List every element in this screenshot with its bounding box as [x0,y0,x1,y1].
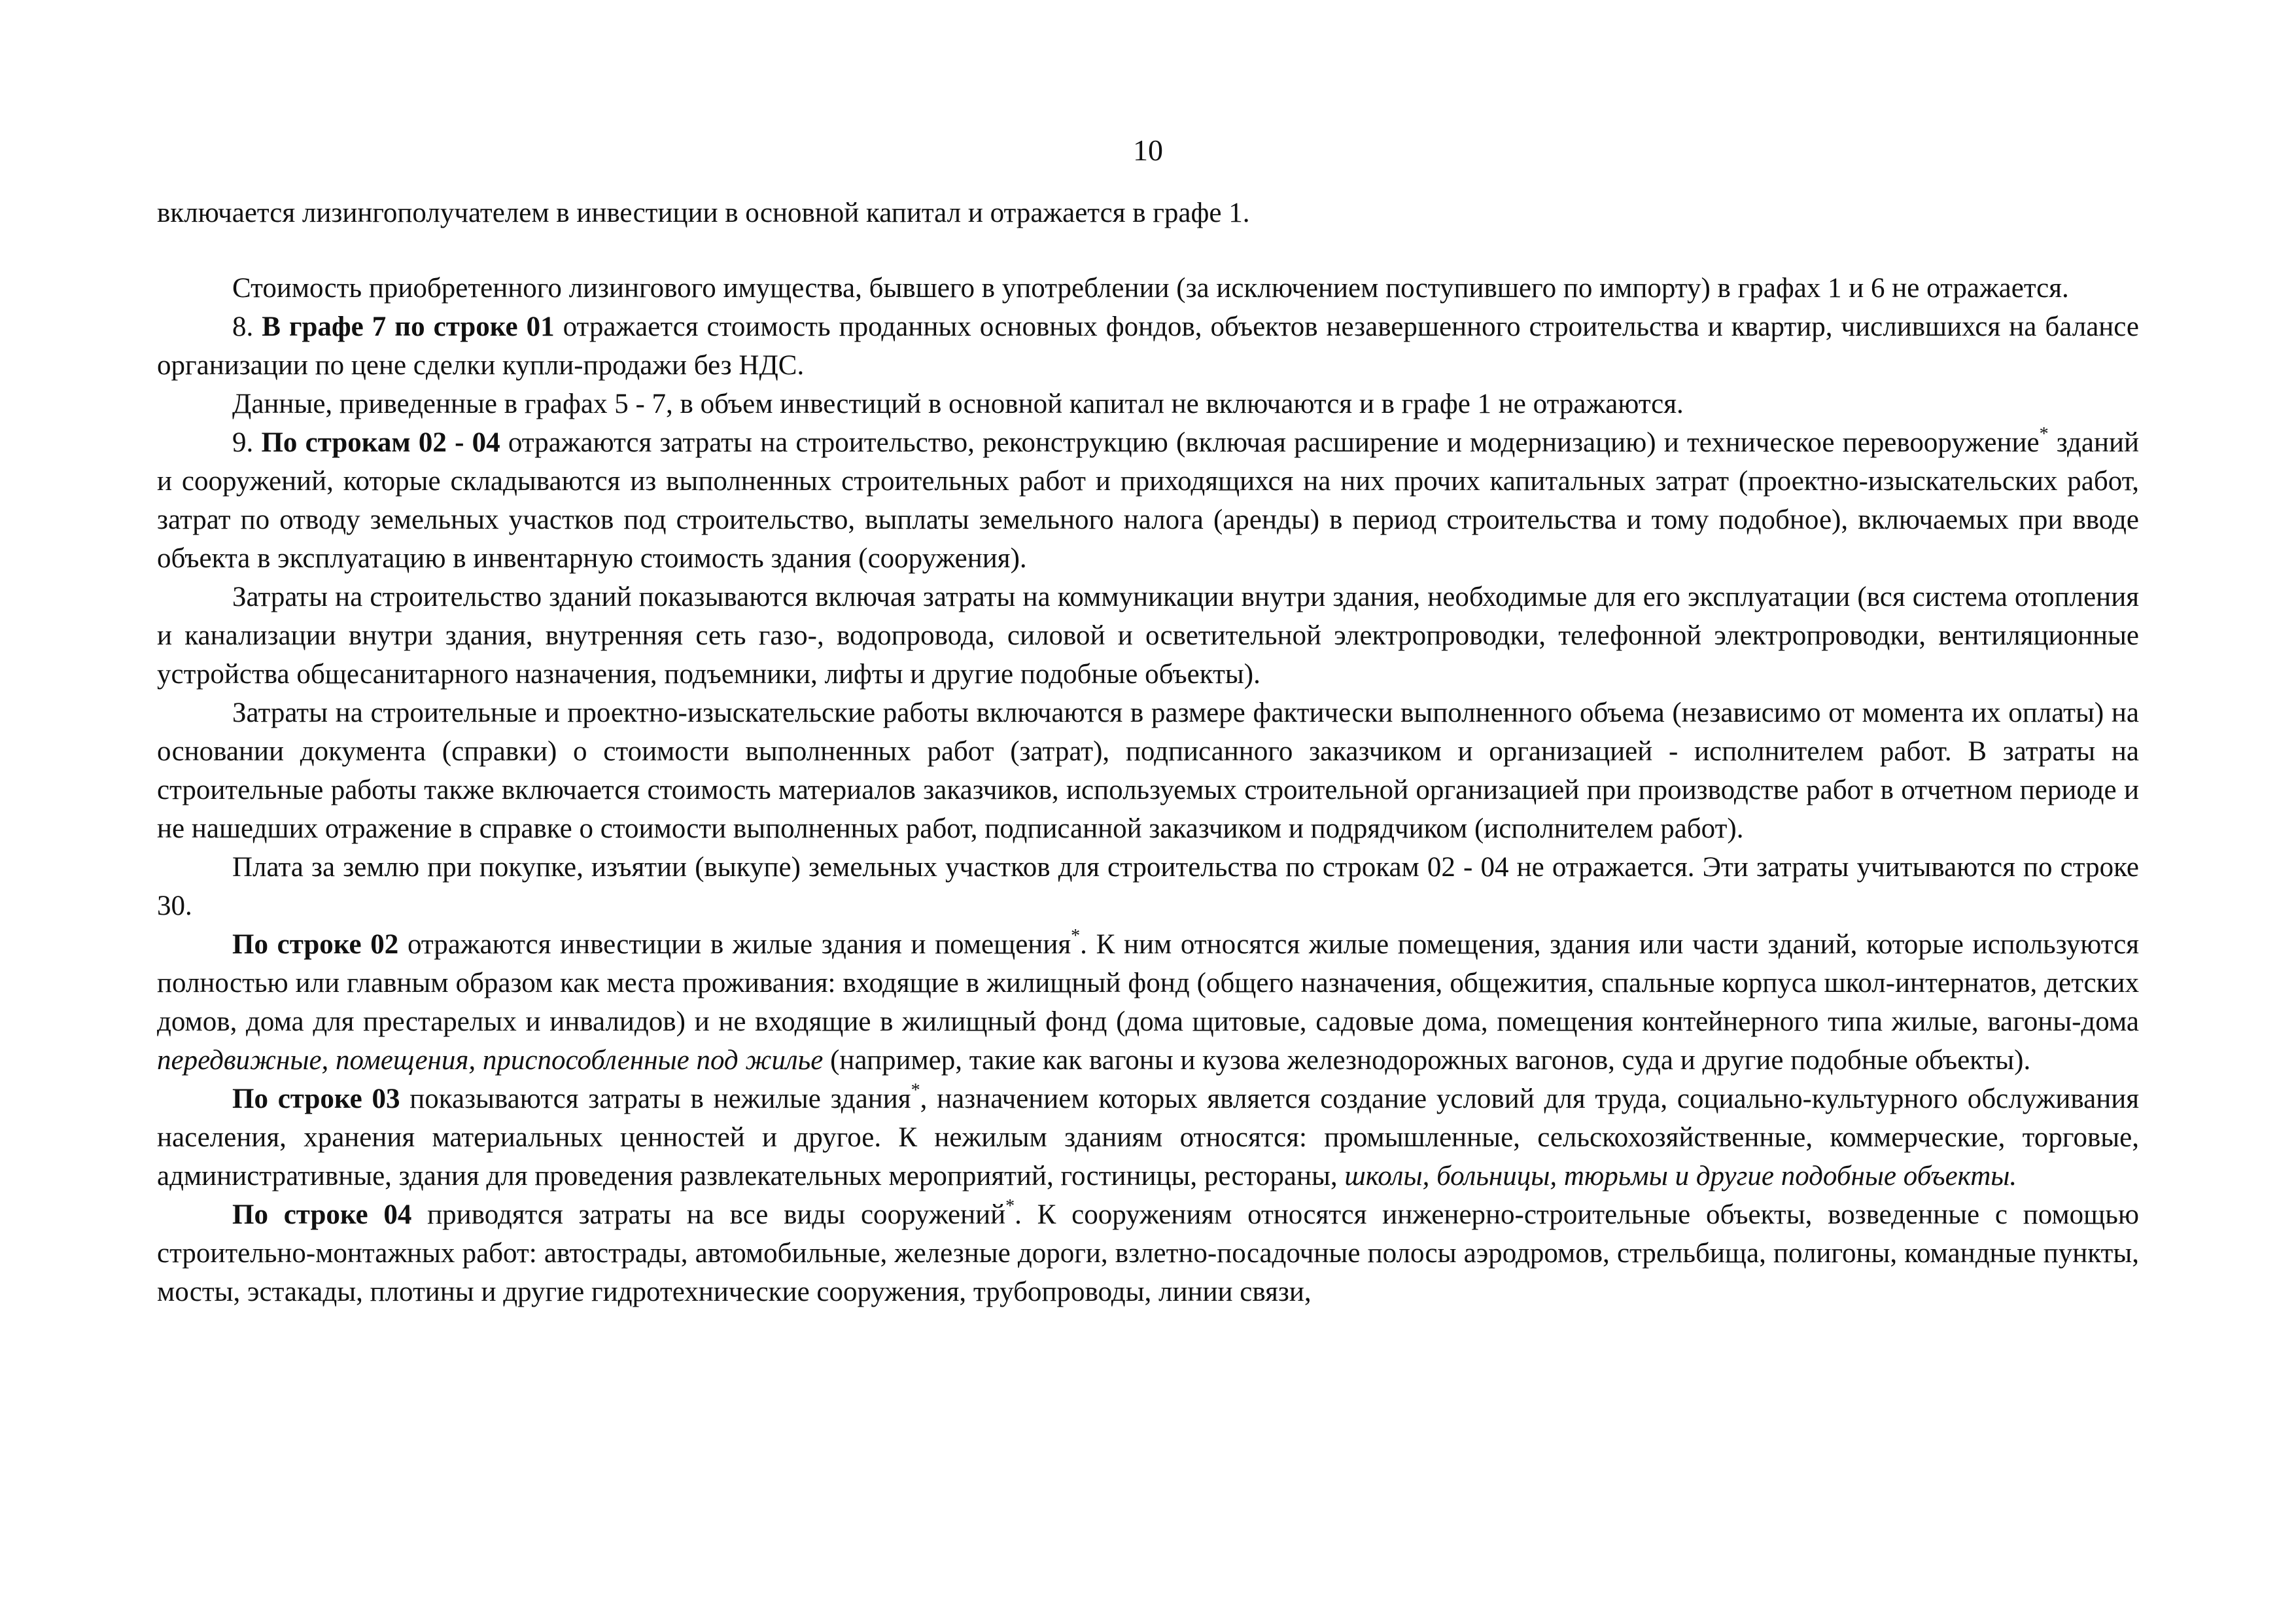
text-run: отражаются затраты на строительство, реконструкцию (включая расширение и модернизацию) и техническое перевооружение [500,427,2040,458]
text-run: . К ним относятся жилые помещения, здания или части зданий, которые используются полностью или главным образом как места проживания: входящие в жилищный фонд (общего назначения, общежития, спальные корпуса школ-интернатов, детских домов, дома для престарелых и инвалидов) и не входящие в жилищный фонд (дома щитовые, садовые дома, помещения контейнерного типа жилые, вагоны-дома [157,929,2139,1037]
paragraph-land-payment [157,848,2139,925]
text-run: показываются затраты в нежилые здания [400,1084,911,1114]
text-run: Затраты на строительство зданий показываются включая затраты на коммуникации внутри здания, необходимые для его эксплуатации (вся система отопления и канализации внутри здания, внутренняя сеть газо-, водопровода, силовой и осветительной электропроводки, телефонной электропроводки, вентиляционные устройства общесанитарного назначения, подъемники, лифты и другие подобные объекты). [157,582,2139,690]
bold-run: В графе 7 по строке 01 [262,311,555,342]
paragraph-row-03 [157,1080,2139,1195]
bold-run: По строке 04 [232,1199,412,1230]
footnote-marker: * [2039,424,2049,444]
italic-run: школы, больницы, тюрьмы и другие подобные объекты. [1344,1161,2017,1192]
text-run: 9. [232,427,262,458]
paragraph-continuation [157,194,2139,232]
paragraph-row-04 [157,1195,2139,1311]
text-run: Данные, приведенные в графах 5 - 7, в объем инвестиций в основной капитал не включаются и в графе 1 не отражаются. [232,389,1684,419]
text-run: , назначением которых является создание условий для труда, социально-культурного обслуживания населения, хранения материальных ценностей и другое. К нежилым зданиям относятся: промышленные, сельскохозяйственные, коммерческие, торговые, административные, здания для проведения развлекательных мероприятий, гостиницы, рестораны, [157,1084,2139,1192]
paragraph-leasing-used-property [157,269,2139,308]
paragraph-columns-5-7 [157,385,2139,423]
paragraph-row-02 [157,925,2139,1080]
text-run: . К сооружениям относятся инженерно-строительные объекты, возведенные с помощью строительно-монтажных работ: автострады, автомобильные, железные дороги, взлетно-посадочные полосы аэродромов, стрельбища, полигоны, командные пункты, мосты, эстакады, плотины и другие гидротехнические сооружения, трубопроводы, линии связи, [157,1199,2139,1307]
paragraph-building-communications [157,578,2139,694]
document-body [157,194,2139,1311]
text-run: отражаются инвестиции в жилые здания и помещения [398,929,1071,960]
footnote-marker: * [1005,1196,1015,1216]
text-run: приводятся затраты на все виды сооружений [411,1199,1006,1230]
bold-run: По строке 02 [232,929,399,960]
text-run: включается лизингополучателем в инвестиции в основной капитал и отражается в графе 1. [157,198,1250,228]
bold-run: По строке 03 [232,1084,400,1114]
text-run: Плата за землю при покупке, изъятии (выкупе) земельных участков для строительства по строкам 02 - 04 не отражается. Эти затраты учитываются по строке 30. [157,852,2139,921]
page-number: 10 [1133,133,1163,167]
text-run: Стоимость приобретенного лизингового имущества, бывшего в употреблении (за исключением поступившего по импорту) в графах 1 и 6 не отражается. [232,273,2069,304]
text-run: зданий и сооружений, которые складываются из выполненных строительных работ и приходящихся на них прочих капитальных затрат (проектно-изыскательских работ, затрат по отводу земельных участков под строительство, выплаты земельного налога (аренды) в период строительства и тому подобное), включаемых при вводе объекта в эксплуатацию в инвентарную стоимость здания (сооружения). [157,427,2140,574]
italic-run: передвижные, помещения, приспособленные под жилье [157,1045,824,1076]
text-run: Затраты на строительные и проектно-изыскательские работы включаются в размере фактически выполненного объема (независимо от момента их оплаты) на основании документа (справки) о стоимости выполненных работ (затрат), подписанного заказчиком и организацией - исполнителем работ. В затраты на строительные работы также включается стоимость материалов заказчиков, используемых строительной организацией при производстве работ в отчетном периоде и не нашедших отражение в справке о стоимости выполненных работ, подписанной заказчиком и подрядчиком (исполнителем работ). [157,697,2139,844]
paragraph-item-9 [157,423,2139,578]
footnote-marker: * [911,1080,920,1101]
text-run: 8. [232,311,262,342]
footnote-marker: * [1071,926,1081,946]
paragraph-item-8 [157,308,2139,385]
text-run: (например, такие как вагоны и кузова железнодорожных вагонов, суда и другие подобные объекты). [823,1045,2031,1076]
bold-run: По строкам 02 - 04 [261,427,500,458]
paragraph-construction-works [157,694,2139,848]
text-run: отражается стоимость проданных основных фондов, объектов незавершенного строительства и квартир, числившихся на балансе организации по цене сделки купли-продажи без НДС. [157,311,2139,381]
